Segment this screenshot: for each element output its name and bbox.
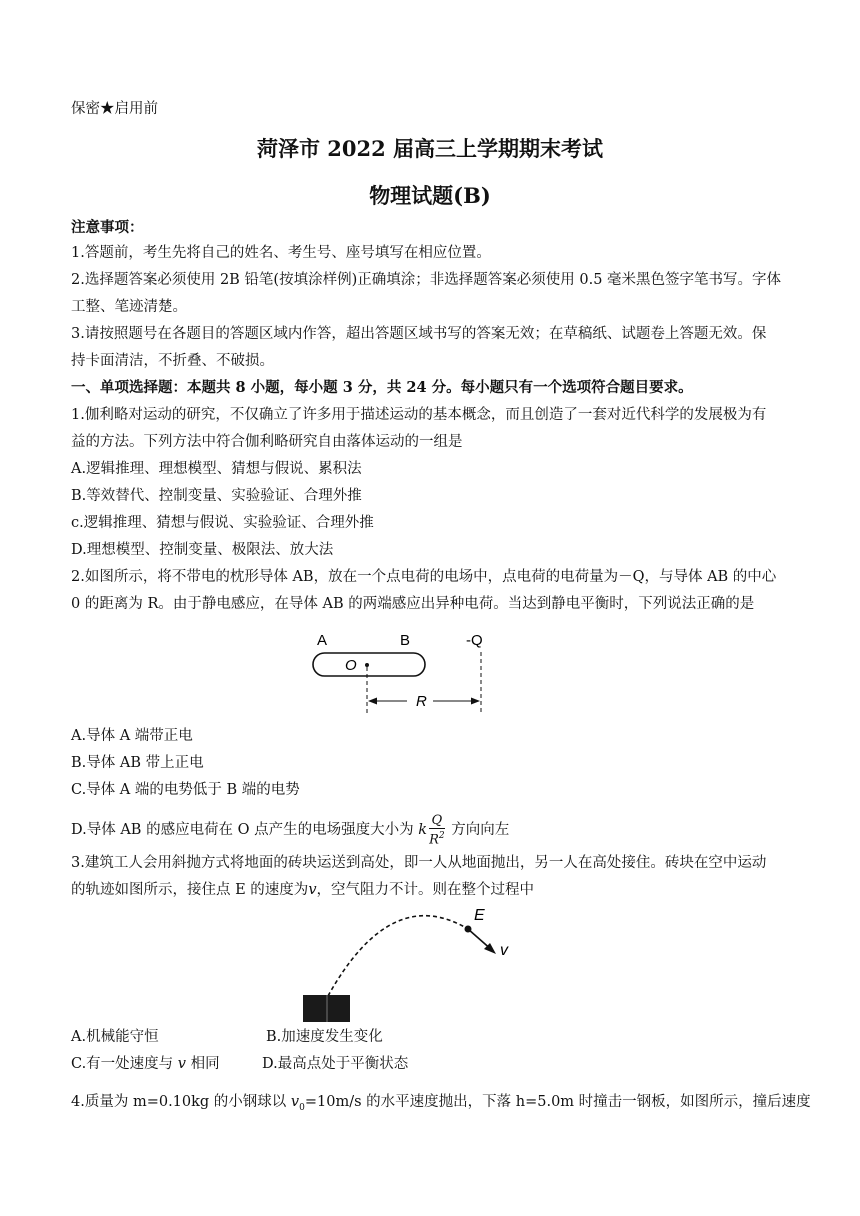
- q3-stem-line-2-prefix: 的轨迹如图所示，接住点 E 的速度为: [71, 882, 309, 898]
- q3-option-c-prefix: C.有一处速度与: [71, 1056, 174, 1072]
- note-1: 1.答题前，考生先将自己的姓名、考生号、座号填写在相应位置。: [71, 245, 491, 261]
- q1-stem-line-1: 1.伽利略对运动的研究，不仅确立了许多用于描述运动的基本概念，而且创造了一套对近代科学的发展极为有: [71, 407, 767, 423]
- q2-option-a: A.导体 A 端带正电: [71, 728, 193, 744]
- q2-option-d: [71, 813, 509, 847]
- confidential-label: 保密★启用前: [71, 101, 158, 117]
- q3-option-c: [71, 1054, 220, 1074]
- r-arrowhead-right: [471, 698, 480, 705]
- note-2-line-2: 工整、笔迹清楚。: [71, 299, 187, 315]
- q3-option-a: A.机械能守恒: [71, 1029, 159, 1045]
- q3-label-v: v: [500, 942, 508, 959]
- q4-stem-line-1: [71, 1092, 811, 1118]
- fraction-denominator: [429, 829, 445, 847]
- q3-option-d: D.最高点处于平衡状态: [262, 1056, 409, 1072]
- note-3-line-2: 持卡面清洁，不折叠、不破损。: [71, 353, 274, 369]
- q2-stem-line-1: 2.如图所示，将不带电的枕形导体 AB，放在一个点电荷的电场中，点电荷的电荷量为－Q，与导体 AB 的中心: [71, 569, 777, 585]
- exam-title: 菏泽市 2022 届高三上学期期末考试: [256, 136, 604, 161]
- fraction-numerator: Q: [429, 813, 445, 829]
- q3-label-e: E: [474, 907, 485, 924]
- q1-option-a: A.逻辑推理、理想模型、猜想与假说、累积法: [71, 461, 362, 477]
- q2-option-d-k: k: [418, 822, 428, 839]
- fraction-denominator-base: R: [429, 832, 439, 848]
- q2-stem-line-2: 0 的距离为 R。由于静电感应，在导体 AB 的两端感应出异种电荷。当达到静电平衡时，下列说法正确的是: [71, 596, 755, 612]
- q3-option-c-suffix: 相同: [190, 1056, 220, 1072]
- q4-stem-suffix: =10m/s 的水平速度抛出，下落 h=5.0m 时撞击一钢板，如图所示，撞后速度: [304, 1094, 811, 1110]
- q2-label-b: B: [400, 632, 411, 649]
- q3-stem-line-1: 3.建筑工人会用斜抛方式将地面的砖块运送到高处，即一人从地面抛出，另一人在高处接住。砖块在空中运动: [71, 855, 767, 871]
- q3-option-b: B.加速度发生变化: [266, 1029, 383, 1045]
- q4-v0-subscript: 0: [299, 1102, 305, 1113]
- q2-label-r: R: [416, 693, 427, 710]
- q1-option-b: B.等效替代、控制变量、实验验证、合理外推: [71, 488, 362, 504]
- q4-v0-symbol: v: [290, 1094, 300, 1110]
- exam-subtitle: 物理试题(B): [369, 183, 491, 208]
- section-1-heading: 一、单项选择题：本题共 8 小题，每小题 3 分，共 24 分。每小题只有一个选项符合题目要求。: [71, 379, 693, 396]
- q3-stem-line-2-suffix: ，空气阻力不计。则在整个过程中: [316, 882, 535, 898]
- note-3-line-1: 3.请按照题号在各题目的答题区域内作答，超出答题区域书写的答案无效；在草稿纸、试题卷上答题无效。保: [71, 326, 767, 342]
- q1-option-c: c.逻辑推理、猜想与假说、实验验证、合理外推: [71, 515, 374, 531]
- q1-option-d: D.理想模型、控制变量、极限法、放大法: [71, 542, 334, 558]
- q3-stem-line-2: [71, 880, 534, 900]
- q3-stem-velocity-symbol: v: [308, 882, 317, 898]
- center-point-o: [365, 663, 369, 667]
- note-2-line-1: 2.选择题答案必须使用 2B 铅笔(按填涂样例)正确填涂；非选择题答案必须使用 0.5 毫米黑色签字笔书写。字体: [71, 272, 782, 288]
- q3-option-c-v: v: [177, 1056, 186, 1072]
- q2-figure: [305, 625, 505, 720]
- q2-option-d-prefix: D.导体 AB 的感应电荷在 O 点产生的电场强度大小为: [71, 822, 414, 839]
- q2-option-c: C.导体 A 端的电势低于 B 端的电势: [71, 782, 300, 798]
- q4-stem-prefix: 4.质量为 m=0.10kg 的小钢球以: [71, 1094, 287, 1110]
- fraction-denominator-exponent: 2: [438, 831, 445, 841]
- q3-figure: [296, 903, 526, 1025]
- q2-label-q: -Q: [466, 632, 483, 649]
- q2-label-a: A: [317, 632, 328, 649]
- q2-option-d-fraction: [429, 813, 445, 847]
- q2-label-o: O: [345, 657, 357, 674]
- q2-option-b: B.导体 AB 带上正电: [71, 755, 204, 771]
- trajectory-curve: [328, 916, 468, 996]
- q1-stem-line-2: 益的方法。下列方法中符合伽利略研究自由落体运动的一组是: [71, 434, 463, 450]
- notes-heading: 注意事项：: [71, 219, 144, 236]
- r-arrowhead-left: [368, 698, 377, 705]
- pillow-conductor: [313, 653, 425, 676]
- q2-option-d-suffix: 方向向左: [451, 822, 510, 839]
